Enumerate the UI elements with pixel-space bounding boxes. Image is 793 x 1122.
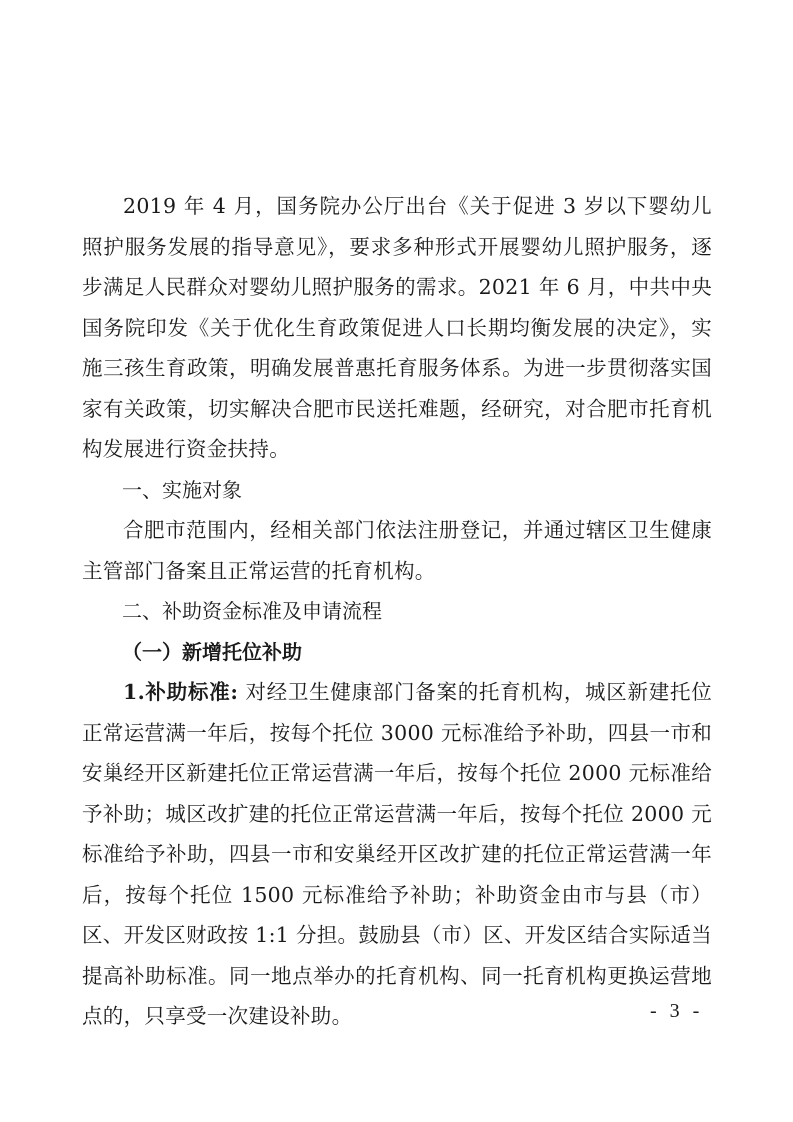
document-body [82,186,712,1037]
subsidy-standard-label: 1.补助标准: [123,680,239,704]
targets-paragraph: 合肥市范围内，经相关部门依法注册登记，并通过辖区卫生健康主管部门备案且正常运营的托育机构。 [82,518,712,583]
intro-paragraph: 2019 年 4 月，国务院办公厅出台《关于促进 3 岁以下婴幼儿照护服务发展的指导意见》，要求多种形式开展婴幼儿照护服务，逐步满足人民群众对婴幼儿照护服务的需求。2021 年 6 月，中共中央国务院印发《关于优化生育政策促进人口长期均衡发展的决定》，实施三孩生育政策，明确发展普惠托育服务体系。为进一步贯彻落实国家有关政策，切实解决合肥市民送托难题，经研究，对合肥市托育机构发展进行资金扶持。 [82,194,712,461]
subsection-heading-new-slots: （一）新增托位补助 [122,639,302,664]
page-number: - 3 - [650,1000,704,1022]
subsidy-standard-text: 对经卫生健康部门备案的托育机构，城区新建托位正常运营满一年后，按每个托位 3000 元标准给予补助，四县一市和安巢经开区新建托位正常运营满一年后，按每个托位 2000 元标准给予补助；城区改扩建的托位正常运营满一年后，按每个托位 2000 元标准给予补助，四县一市和安巢经开区改扩建的托位正常运营满一年后，按每个托位 1500 元标准给予补助；补助资金由市与县（市）区、开发区财政按 1:1 分担。鼓励县（市）区、开发区结合实际适当提高补助标准。同一地点举办的托育机构、同一托育机构更换运营地点的，只享受一次建设补助。 [82,680,712,1028]
subsidy-standard-paragraph [82,672,712,1037]
section-heading-subsidy: 二、补助资金标准及申请流程 [122,599,382,623]
section-heading-targets: 一、实施对象 [122,477,242,502]
